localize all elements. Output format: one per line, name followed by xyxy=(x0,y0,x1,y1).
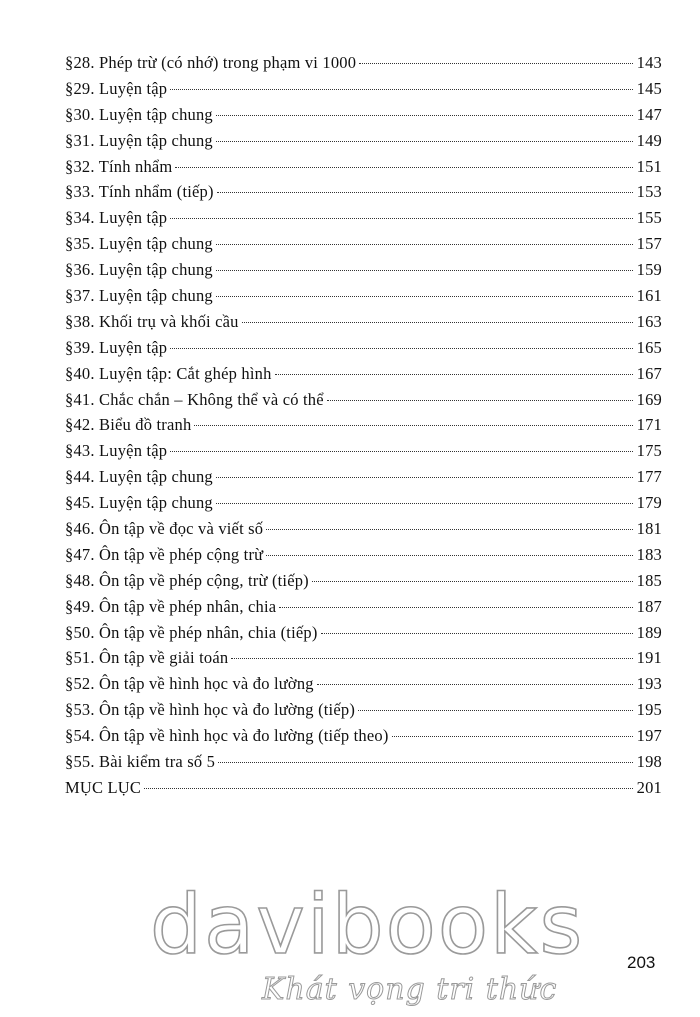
toc-entry-page: 165 xyxy=(636,337,662,357)
toc-entry-title: §37. Luyện tập chung xyxy=(65,286,213,306)
toc-entry xyxy=(65,545,662,571)
dot-leader xyxy=(170,218,633,219)
toc-entry-page: 163 xyxy=(636,311,662,331)
toc-entry-page: 179 xyxy=(636,493,662,513)
toc-entry xyxy=(65,519,662,545)
toc-entry-title: §45. Luyện tập chung xyxy=(65,493,213,513)
toc-entry xyxy=(65,338,662,364)
toc-entry xyxy=(65,79,662,105)
toc-entry-title: §30. Luyện tập chung xyxy=(65,104,213,124)
toc-entry-page: 198 xyxy=(636,752,662,772)
toc-entry-page: 145 xyxy=(636,78,662,98)
watermark-logo: davibooks xyxy=(150,878,585,973)
toc-entry-title: §35. Luyện tập chung xyxy=(65,234,213,254)
toc-entry-title: §36. Luyện tập chung xyxy=(65,260,213,280)
dot-leader xyxy=(170,89,633,90)
toc-entry xyxy=(65,157,662,183)
dot-leader xyxy=(392,736,633,737)
toc-entry-page: 197 xyxy=(636,726,662,746)
toc-entry-title: §28. Phép trừ (có nhớ) trong phạm vi 1000 xyxy=(65,53,357,72)
toc-entry xyxy=(65,648,662,674)
toc-entry-page: 175 xyxy=(636,441,662,461)
dot-leader xyxy=(242,322,633,323)
toc-entry-page: 183 xyxy=(636,544,662,564)
toc-entry xyxy=(65,700,662,726)
dot-leader xyxy=(217,192,633,193)
toc-entry-title: §48. Ôn tập về phép cộng, trừ (tiếp) xyxy=(65,570,309,590)
toc-entry-page: 169 xyxy=(636,389,662,409)
toc-entry xyxy=(65,467,662,493)
dot-leader xyxy=(312,581,633,582)
toc-entry-title: §52. Ôn tập về hình học và đo lường xyxy=(65,674,314,694)
toc-entry-title: §31. Luyện tập chung xyxy=(65,130,213,150)
toc-entry xyxy=(65,208,662,234)
toc-entry xyxy=(65,674,662,700)
toc-entry-page: 191 xyxy=(636,648,662,668)
toc-entry-title: §55. Bài kiểm tra số 5 xyxy=(65,752,216,772)
watermark-tagline: Khát vọng tri thức xyxy=(262,972,558,1007)
toc-entry-page: 153 xyxy=(636,182,662,202)
toc-entry xyxy=(65,441,662,467)
dot-leader xyxy=(358,710,633,711)
dot-leader xyxy=(317,684,633,685)
dot-leader xyxy=(216,115,633,116)
toc-entry-title: §54. Ôn tập về hình học và đo lường (tiếp theo) xyxy=(65,726,389,746)
toc-entry xyxy=(65,493,662,519)
toc-entry-page: 193 xyxy=(636,674,662,694)
dot-leader xyxy=(266,555,633,556)
toc-entry xyxy=(65,778,662,804)
toc-entry-title: §51. Ôn tập về giải toán xyxy=(65,648,229,668)
dot-leader xyxy=(194,425,633,426)
toc-entry xyxy=(65,726,662,752)
toc-entry xyxy=(65,312,662,338)
toc-entry-title: §47. Ôn tập về phép cộng trừ xyxy=(65,544,264,564)
toc-entry-title: §40. Luyện tập: Cắt ghép hình xyxy=(65,363,272,383)
toc-entry-title: §33. Tính nhẩm (tiếp) xyxy=(65,182,214,202)
dot-leader xyxy=(216,141,633,142)
toc-entry-title: §29. Luyện tập xyxy=(65,78,168,98)
toc-entry-page: 147 xyxy=(636,104,662,124)
dot-leader xyxy=(175,167,633,168)
toc-entry-title: §41. Chắc chắn – Không thể và có thể xyxy=(65,389,324,409)
toc-entry xyxy=(65,105,662,131)
toc-entry xyxy=(65,415,662,441)
dot-leader xyxy=(266,529,633,530)
table-of-contents xyxy=(65,53,662,804)
toc-entry-page: 151 xyxy=(636,156,662,176)
dot-leader xyxy=(216,477,633,478)
dot-leader xyxy=(359,63,633,64)
dot-leader xyxy=(231,658,633,659)
toc-entry-page: 181 xyxy=(636,519,662,539)
toc-entry-page: 157 xyxy=(636,234,662,254)
toc-entry-title: §50. Ôn tập về phép nhân, chia (tiếp) xyxy=(65,622,318,642)
toc-entry xyxy=(65,53,662,79)
dot-leader xyxy=(144,788,633,789)
toc-entry-page: 195 xyxy=(636,700,662,720)
dot-leader xyxy=(216,244,633,245)
toc-entry xyxy=(65,234,662,260)
toc-entry-page: 177 xyxy=(636,467,662,487)
page-number: 203 xyxy=(627,953,656,972)
toc-entry-title: §38. Khối trụ và khối cầu xyxy=(65,311,239,331)
dot-leader xyxy=(216,270,633,271)
dot-leader xyxy=(170,451,633,452)
dot-leader xyxy=(218,762,633,763)
toc-entry-title: §42. Biểu đồ tranh xyxy=(65,415,192,435)
dot-leader xyxy=(216,296,633,297)
toc-entry xyxy=(65,597,662,623)
toc-entry xyxy=(65,286,662,312)
toc-entry-title: §46. Ôn tập về đọc và viết số xyxy=(65,519,264,539)
toc-entry-page: 143 xyxy=(636,53,662,72)
toc-entry-page: 167 xyxy=(636,363,662,383)
dot-leader xyxy=(279,607,633,608)
toc-entry-title: §43. Luyện tập xyxy=(65,441,168,461)
toc-entry xyxy=(65,260,662,286)
toc-entry-title: §44. Luyện tập chung xyxy=(65,467,213,487)
toc-entry-title: MỤC LỤC xyxy=(65,777,142,797)
dot-leader xyxy=(327,400,633,401)
toc-entry xyxy=(65,390,662,416)
toc-entry-title: §39. Luyện tập xyxy=(65,337,168,357)
toc-entry-page: 155 xyxy=(636,208,662,228)
toc-entry xyxy=(65,131,662,157)
dot-leader xyxy=(321,633,633,634)
toc-entry-page: 159 xyxy=(636,260,662,280)
toc-entry-page: 171 xyxy=(636,415,662,435)
dot-leader xyxy=(275,374,633,375)
toc-entry xyxy=(65,182,662,208)
toc-entry-title: §34. Luyện tập xyxy=(65,208,168,228)
toc-entry-title: §53. Ôn tập về hình học và đo lường (tiếp) xyxy=(65,700,356,720)
toc-entry-page: 149 xyxy=(636,130,662,150)
dot-leader xyxy=(170,348,633,349)
toc-entry-title: §49. Ôn tập về phép nhân, chia xyxy=(65,596,277,616)
toc-entry-page: 161 xyxy=(636,286,662,306)
toc-entry-title: §32. Tính nhẩm xyxy=(65,156,173,176)
toc-entry-page: 187 xyxy=(636,596,662,616)
toc-entry xyxy=(65,571,662,597)
toc-entry xyxy=(65,364,662,390)
dot-leader xyxy=(216,503,633,504)
toc-entry xyxy=(65,623,662,649)
toc-entry-page: 185 xyxy=(636,570,662,590)
toc-entry-page: 201 xyxy=(636,777,662,797)
toc-entry-page: 189 xyxy=(636,622,662,642)
toc-entry xyxy=(65,752,662,778)
